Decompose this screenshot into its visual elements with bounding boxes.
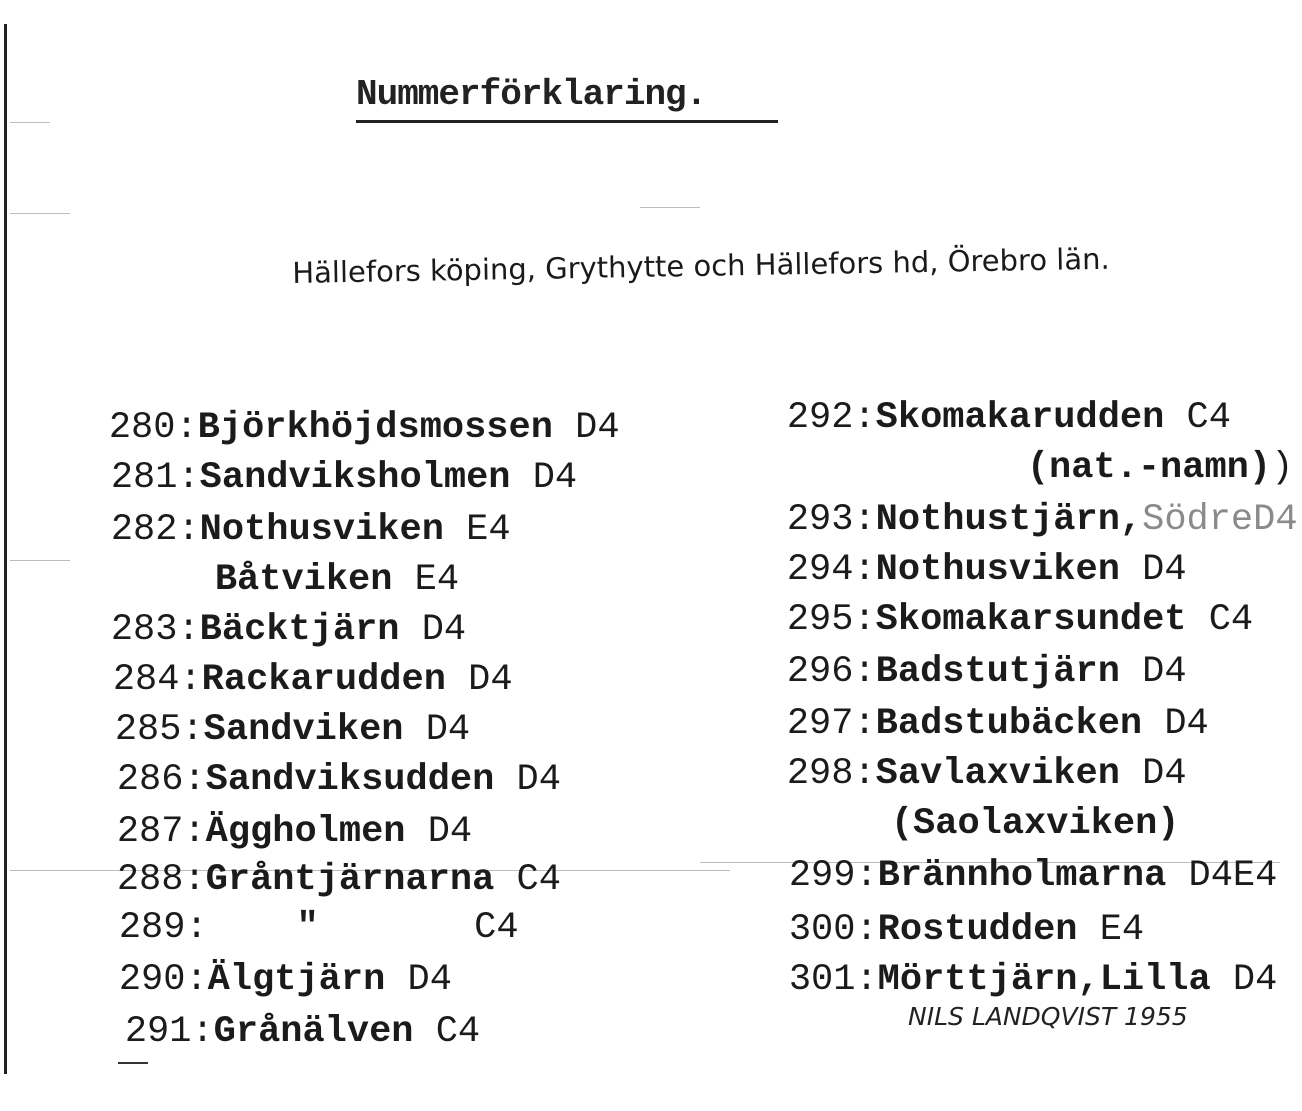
bottom-mark xyxy=(118,1062,148,1064)
entry-name: Älgtjärn xyxy=(207,959,386,1001)
entry-name: Badstubäcken xyxy=(875,703,1143,745)
entry-name: Grånälven xyxy=(213,1011,414,1053)
entry-name: Brännholmarna xyxy=(877,855,1167,897)
entry-name: Björkhöjdsmossen xyxy=(197,407,553,449)
entry-name: Sandviksholmen xyxy=(199,457,511,499)
entry-number: 286: xyxy=(116,759,206,801)
ruled-line xyxy=(640,207,700,208)
entry-291 xyxy=(36,972,480,1092)
entry-name: Nothustjärn, xyxy=(875,499,1143,541)
entry-name: Båtviken xyxy=(214,559,393,601)
entry-grid: E4 xyxy=(392,559,460,601)
entry-name: Skomakarudden xyxy=(875,397,1165,439)
entry-name: Sandviksudden xyxy=(205,759,495,801)
entry-grid: C4 xyxy=(494,859,561,901)
entry-number: 295: xyxy=(786,599,876,641)
entry-grid: D4 xyxy=(552,407,620,449)
entry-name: Gråntjärnarna xyxy=(205,859,495,901)
entry-number: 287: xyxy=(116,811,206,853)
entry-grid: C4 xyxy=(413,1011,481,1053)
entry-number: 283: xyxy=(110,609,200,651)
title-underline xyxy=(356,120,778,123)
entry-grid: D4 xyxy=(1119,549,1187,591)
entry-name: Skomakarsundet xyxy=(875,599,1187,641)
entry-number: 293: xyxy=(786,499,876,541)
entry-grid: ) xyxy=(1271,447,1294,489)
entry-grid: D4 xyxy=(1119,753,1187,795)
entry-number: 290: xyxy=(118,959,208,1001)
entry-grid: D4E4 xyxy=(1166,855,1278,897)
entry-grid: D4 xyxy=(405,811,473,853)
entry-grid: D4 xyxy=(510,457,578,499)
entry-grid: D4 xyxy=(1142,703,1209,745)
entry-number: 282: xyxy=(110,509,200,551)
entry-grid: D4 xyxy=(445,659,513,701)
entry-name: Sandviken xyxy=(203,709,404,751)
entry-grid: D4 xyxy=(1210,959,1278,1001)
entry-grid: E4 xyxy=(443,509,511,551)
entry-name: Äggholmen xyxy=(205,811,406,853)
entry-grid: C4 xyxy=(1186,599,1254,641)
entry-number: 284: xyxy=(112,659,202,701)
entry-number: 285: xyxy=(114,709,204,751)
entry-name: Nothusviken xyxy=(875,549,1120,591)
entry-name: Rostudden xyxy=(877,909,1078,951)
page-title: Nummerförklaring. xyxy=(356,74,707,115)
location-subtitle: Hällefors köping, Grythytte och Hällefors hd, Örebro län. xyxy=(292,241,1110,290)
entry-number: 301: xyxy=(788,959,878,1001)
entry-name: (nat.-namn) xyxy=(1026,447,1272,489)
entry-name: Mörttjärn,Lilla xyxy=(877,959,1211,1001)
entry-name: (Saolaxviken) xyxy=(890,803,1180,845)
entry-grid: D4 xyxy=(385,959,452,1001)
entry-number: 297: xyxy=(786,703,876,745)
entry-name: Bäcktjärn xyxy=(199,609,400,651)
entry-grid: D4 xyxy=(1119,651,1187,693)
entry-number: 294: xyxy=(786,549,876,591)
entry-number: 299: xyxy=(788,855,878,897)
entry-number: 289: xyxy=(118,907,208,949)
entry-number: 291: xyxy=(124,1011,214,1053)
ruled-line xyxy=(10,122,50,123)
entry-grid: C4 xyxy=(318,907,519,949)
entry-name: Savlaxviken xyxy=(875,753,1120,795)
entry-number: 288: xyxy=(116,859,206,901)
entry-name: Nothusviken xyxy=(199,509,444,551)
entry-grid: E4 xyxy=(1077,909,1145,951)
entry-grid: SödreD4 xyxy=(1142,499,1298,541)
entry-name: " xyxy=(207,907,319,949)
card-left-edge xyxy=(4,24,7,1074)
entry-number: 292: xyxy=(786,397,876,439)
entry-number: 280: xyxy=(108,407,198,449)
entry-number: 296: xyxy=(786,651,876,693)
entry-number: 298: xyxy=(786,753,876,795)
entry-number: 281: xyxy=(110,457,200,499)
entry-number: 300: xyxy=(788,909,878,951)
entry-grid: D4 xyxy=(494,759,561,801)
entry-name: Badstutjärn xyxy=(875,651,1120,693)
entry-grid: D4 xyxy=(399,609,467,651)
entry-grid: C4 xyxy=(1164,397,1231,439)
author-signature: NILS LANDQVIST 1955 xyxy=(908,1002,1188,1031)
ruled-line xyxy=(10,213,70,214)
entry-grid: D4 xyxy=(403,709,471,751)
entry-name: Rackarudden xyxy=(201,659,446,701)
